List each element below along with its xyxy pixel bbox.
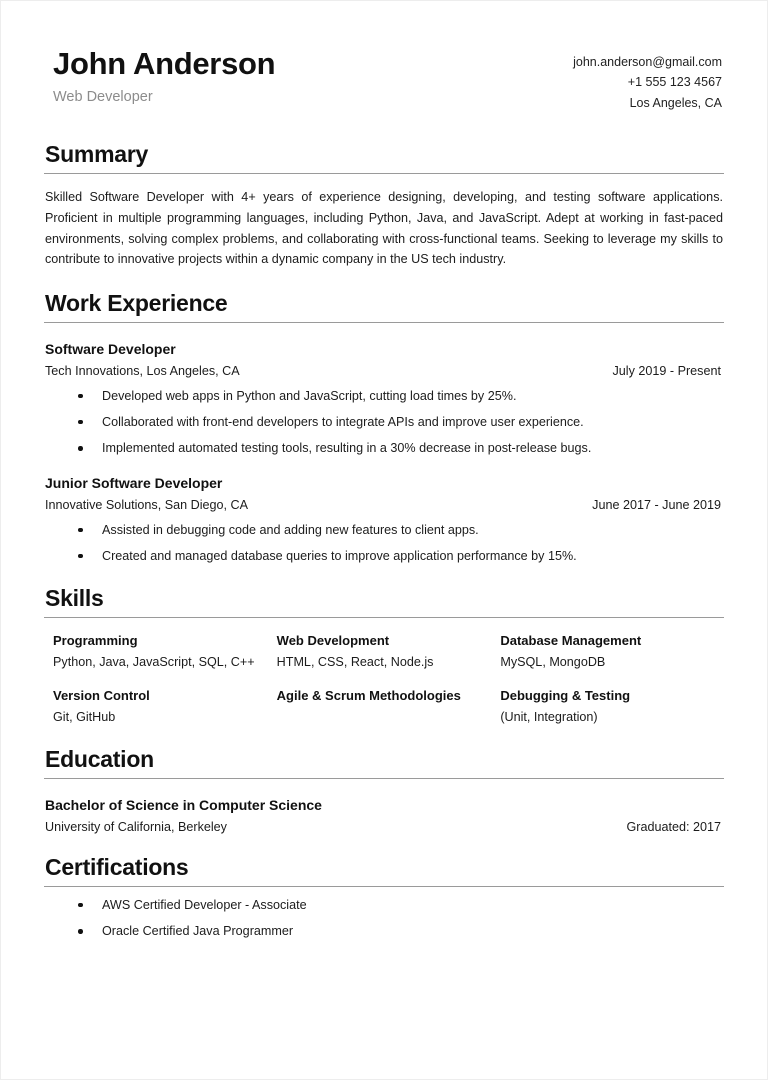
section-summary (44, 142, 724, 270)
section-divider (44, 173, 724, 174)
section-title-certifications: Certifications (45, 853, 189, 880)
experience-meta (44, 364, 724, 378)
skill-item (500, 688, 724, 726)
skill-name: Web Development (276, 633, 390, 649)
skill-name: Database Management (500, 633, 642, 649)
section-education (44, 747, 724, 833)
skill-item (277, 688, 501, 726)
skills-grid (44, 633, 724, 726)
skill-detail: Git, GitHub (53, 710, 116, 725)
skill-detail: Python, Java, JavaScript, SQL, C++ (53, 655, 255, 670)
experience-organization: Innovative Solutions, San Diego, CA (45, 497, 249, 512)
identity-block (44, 47, 275, 106)
experience-date: June 2017 - June 2019 (592, 497, 721, 512)
list-item: AWS Certified Developer - Associate (76, 896, 724, 914)
list-item: Developed web apps in Python and JavaScript, cutting load times by 25%. (76, 387, 724, 405)
list-item: Implemented automated testing tools, resulting in a 30% decrease in post-release bugs. (76, 439, 724, 457)
experience-entry (44, 474, 724, 565)
section-skills (44, 586, 724, 726)
section-title-summary: Summary (45, 140, 149, 167)
experience-role: Software Developer (45, 341, 176, 358)
experience-entry (44, 340, 724, 457)
contact-email[interactable]: john.anderson@gmail.com (573, 55, 722, 69)
education-meta (44, 820, 724, 834)
skill-name: Programming (53, 633, 138, 649)
section-title-work-experience: Work Experience (45, 290, 228, 317)
candidate-job-title: Web Developer (53, 88, 153, 105)
skill-detail: MySQL, MongoDB (500, 655, 606, 670)
skill-item (277, 633, 501, 671)
list-item: Oracle Certified Java Programmer (76, 922, 724, 940)
section-divider (44, 886, 724, 887)
section-work-experience (44, 291, 724, 565)
education-institution: University of California, Berkeley (45, 819, 227, 834)
skill-detail: HTML, CSS, React, Node.js (276, 655, 434, 670)
list-item: Collaborated with front-end developers to integrate APIs and improve user experience. (76, 413, 724, 431)
section-title-skills: Skills (45, 585, 104, 612)
experience-role: Junior Software Developer (45, 475, 223, 492)
skill-name: Agile & Scrum Methodologies (276, 688, 461, 704)
contact-block (573, 47, 724, 113)
skill-item (500, 633, 724, 671)
contact-location: Los Angeles, CA (629, 95, 722, 110)
list-item: Created and managed database queries to improve application performance by 15%. (76, 547, 724, 565)
certifications-list (44, 896, 724, 941)
skill-item (53, 688, 277, 726)
section-divider (44, 778, 724, 779)
experience-meta (44, 498, 724, 512)
experience-organization: Tech Innovations, Los Angeles, CA (45, 363, 240, 378)
section-title-education: Education (45, 746, 154, 773)
section-certifications (44, 855, 724, 941)
section-divider (44, 322, 724, 323)
experience-bullet-list (44, 521, 724, 566)
education-date: Graduated: 2017 (626, 819, 721, 834)
education-degree: Bachelor of Science in Computer Science (45, 797, 322, 814)
skill-detail: (Unit, Integration) (500, 710, 598, 725)
contact-phone[interactable]: +1 555 123 4567 (627, 75, 722, 90)
resume-header (44, 47, 724, 121)
experience-bullet-list (44, 387, 724, 458)
candidate-name: John Anderson (53, 46, 276, 81)
experience-date: July 2019 - Present (612, 363, 721, 378)
skill-item (53, 633, 277, 671)
education-entry (44, 796, 724, 833)
section-divider (44, 617, 724, 618)
summary-text: Skilled Software Developer with 4+ years of experience designing, developing, and testing software applications. Proficient in multiple programming languages, including Python, Java, and JavaScript. Adept at working in fast-paced environments, solving complex problems, and collaborating with cross-functional teams. Seeking to leverage my skills to contribute to innovative projects within a dynamic company in the US tech industry. (45, 190, 723, 267)
list-item: Assisted in debugging code and adding new features to client apps. (76, 521, 724, 539)
skill-name: Debugging & Testing (500, 688, 631, 704)
skill-name: Version Control (53, 688, 150, 704)
